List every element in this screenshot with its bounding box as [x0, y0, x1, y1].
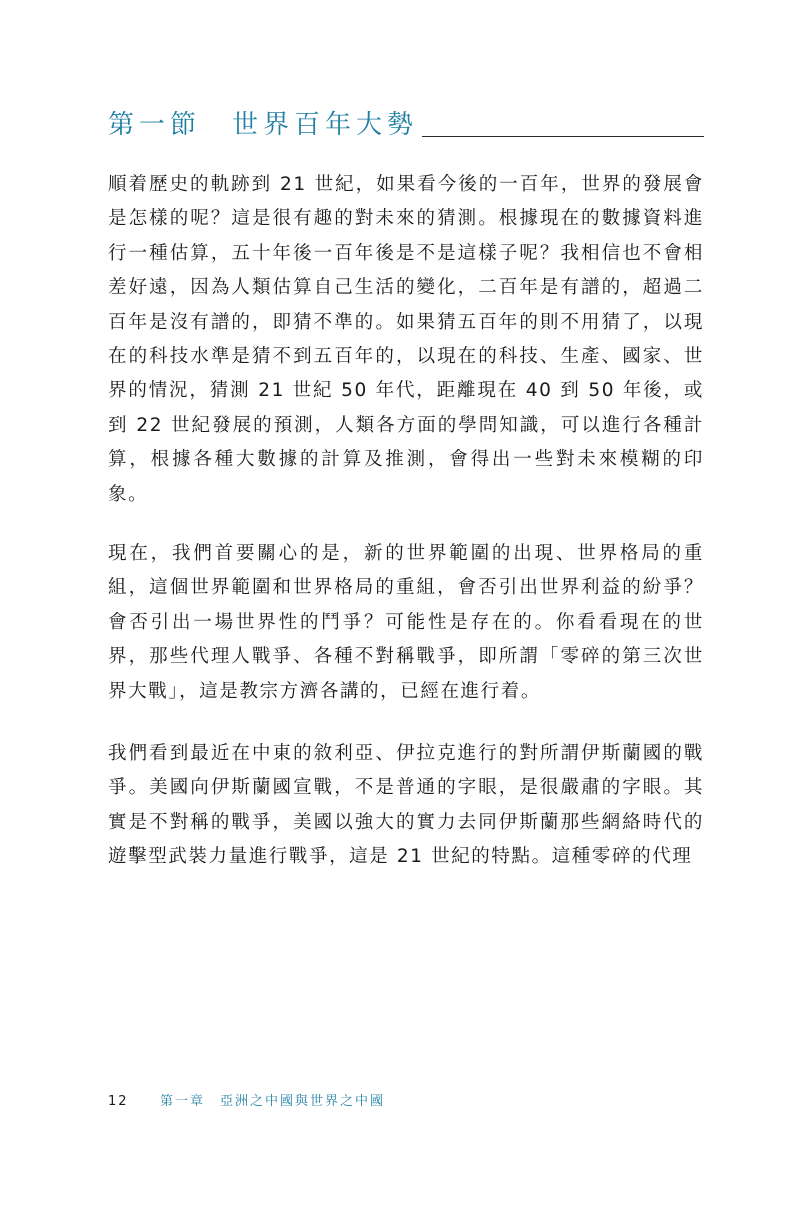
page-footer: [108, 1090, 385, 1109]
paragraph-3: 我們看到最近在中東的敘利亞、伊拉克進行的對所謂伊斯蘭國的戰爭。美國向伊斯蘭國宣戰，不是普通的字眼，是很嚴肅的字眼。其實是不對稱的戰爭，美國以強大的實力去同伊斯蘭那些網絡時代的遊擊型武裝力量進行戰爭，這是 21 世紀的特點。這種零碎的代理: [108, 743, 704, 868]
section-heading: [108, 106, 704, 140]
page-number: 12: [108, 1094, 129, 1109]
paragraph-1: 順着歷史的軌跡到 21 世紀，如果看今後的一百年，世界的發展會是怎樣的呢？這是很有趣的對未來的猜測。根據現在的數據資料進行一種估算，五十年後一百年後是不是這樣子呢？我相信也不會相差好遠，因為人類估算自己生活的變化，二百年是有譜的，超過二百年是沒有譜的，即猜不準的。如果猜五百年的則不用猜了，以現在的科技水準是猜不到五百年的，以現在的科技、生產、國家、世界的情況，猜測 21 世紀 50 年代，距離現在 40 到 50 年後，或到 22 世紀發展的預測，人類各方面的學問知識，可以進行各種計算，根據各種大數據的計算及推測，會得出一些對未來模糊的印象。: [108, 174, 704, 505]
title-underline: [422, 136, 704, 137]
paragraph-2: 現在，我們首要關心的是，新的世界範圍的出現、世界格局的重組，這個世界範圍和世界格局的重組，會否引出世界利益的紛爭？會否引出一場世界性的鬥爭？可能性是存在的。你看看現在的世界，那些代理人戰爭、各種不對稱戰爭，即所謂「零碎的第三次世界大戰」，這是教宗方濟各講的，已經在進行着。: [108, 543, 704, 702]
running-header: 第一章 亞洲之中國與世界之中國: [160, 1094, 386, 1109]
page-title: 第一節 世界百年大勢: [108, 110, 419, 140]
